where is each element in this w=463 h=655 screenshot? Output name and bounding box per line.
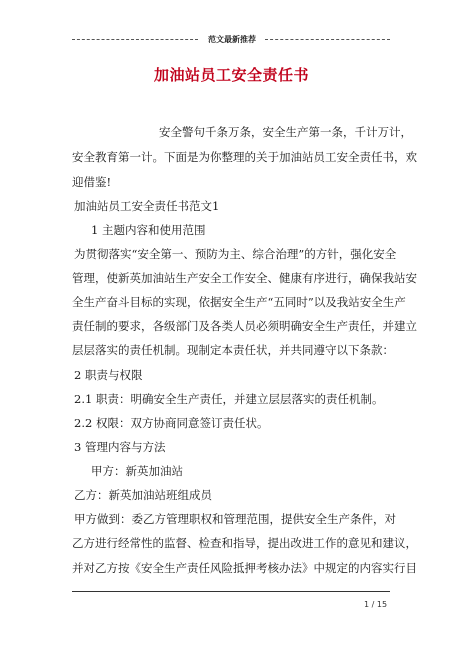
body-line: 并对乙方按《安全生产责任风险抵押考核办法》中规定的内容实行目 xyxy=(72,561,417,575)
body-line: 迎借鉴! xyxy=(72,175,112,189)
page-number: 1 / 15 xyxy=(364,600,388,609)
body-line: 全生产奋斗目标的实现，依据安全生产“五同时”以及我站安全生产 xyxy=(72,295,406,309)
section-heading: 加油站员工安全责任书范文1 xyxy=(74,199,220,213)
body-line: 安全警句千条万条，安全生产第一条，千计万计， xyxy=(159,125,412,139)
body-line: 为贯彻落实“安全第一、预防为主、综合治理”的方针，强化安全 xyxy=(74,247,397,261)
body-line: 责任制的要求，各级部门及各类人员必须明确安全生产责任，并建立 xyxy=(72,319,417,333)
section-heading: 2 职责与权限 xyxy=(74,368,143,382)
body-line: 乙方：新英加油站班组成员 xyxy=(74,488,212,502)
body-line: 乙方进行经常性的监督、检查和指导，提出改进工作的意见和建议， xyxy=(72,536,417,550)
body-line: 层层落实的责任机制。现制定本责任状，并共同遵守以下条款： xyxy=(72,343,394,357)
body-line: 管理，使新英加油站生产安全工作安全、健康有序进行，确保我站安 xyxy=(72,271,417,285)
body-line: 2.1 职责：明确安全生产责任，并建立层层落实的责任机制。 xyxy=(74,392,384,406)
page-header xyxy=(72,34,390,46)
body-line: 甲方做到：委乙方管理职权和管理范围，提供安全生产条件，对 xyxy=(74,512,396,526)
section-heading: 1 主题内容和使用范围 xyxy=(91,223,206,237)
body-line: 2.2 权限：双方协商同意签订责任状。 xyxy=(74,416,269,430)
header-label: 范文最新推荐 xyxy=(208,35,256,44)
header-divider-right xyxy=(265,39,390,40)
header-divider-left xyxy=(72,39,198,40)
section-heading: 3 管理内容与方法 xyxy=(74,440,166,454)
body-line: 甲方：新英加油站 xyxy=(91,464,183,478)
footer-divider xyxy=(72,591,390,592)
document-title: 加油站员工安全责任书 xyxy=(153,66,309,84)
body-line: 安全教育第一计。下面是为你整理的关于加油站员工安全责任书，欢 xyxy=(72,150,417,164)
